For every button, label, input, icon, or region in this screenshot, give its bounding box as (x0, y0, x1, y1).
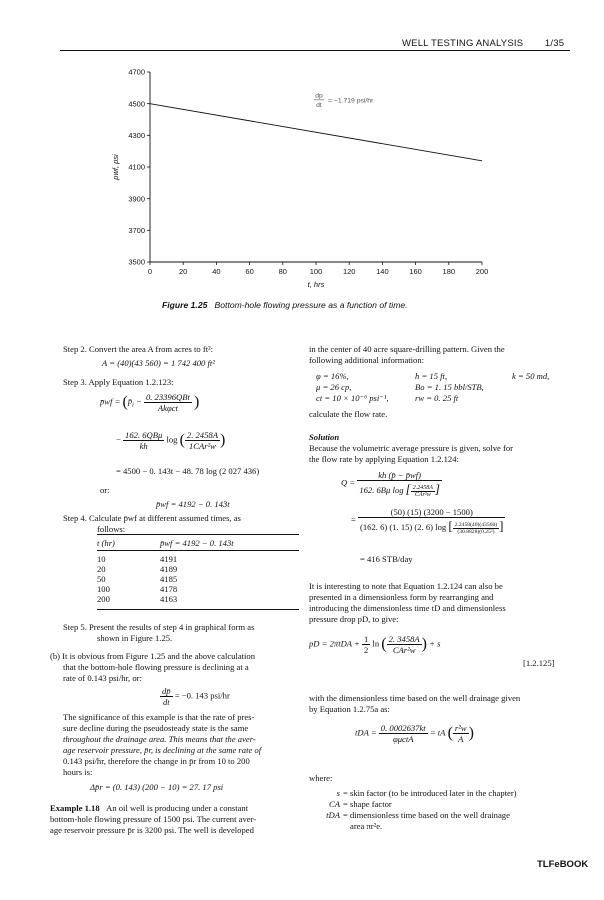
delta-pressure-equation: Δp̄r = (0. 143) (200 − 10) = 27. 17 psi (90, 782, 224, 792)
definition-text: = dimensionless time based on the well drainage (343, 810, 510, 820)
paragraph-line: hours is: (63, 767, 93, 777)
example-line: Example 1.18 An oil well is producing under a constant (50, 803, 249, 813)
step-2: Step 2. Convert the area A from acres to ft²: (63, 344, 214, 354)
pressure-chart (100, 62, 510, 298)
header-title: WELL TESTING ANALYSIS (402, 38, 524, 49)
step-5: Step 5. Present the results of step 4 in graphical form as (63, 622, 255, 632)
paragraph-line: introducing the dimensionless time tD and dimensionless (309, 603, 506, 613)
given-value: φ = 16%, (316, 371, 349, 381)
paragraph-line: by Equation 1.2.75a as: (309, 704, 390, 714)
table-row: 100 4178 (97, 584, 178, 594)
footer-mark: TLFeBOOK (537, 859, 589, 870)
step-4-cont: follows: (97, 524, 126, 534)
part-b-line: (b) It is obvious from Figure 1.25 and the above calculation (50, 651, 256, 661)
step-4: Step 4. Calculate p̄wf at different assumed times, as (63, 513, 241, 523)
paragraph-line: presented in a dimensionless form by rearranging and (309, 592, 494, 602)
x-axis-label: t, hrs (307, 280, 325, 289)
step-3: Step 3. Apply Equation 1.2.123: (63, 377, 174, 387)
step-5-cont: shown in Figure 1.25. (97, 633, 173, 643)
pwf-equation: p̄wf = ($p̄_i$ − $\frac{\text{0. 23396QBt}}{\text{Akφct}}$ ) (100, 392, 200, 413)
paragraph-line: following additional information: (309, 355, 425, 365)
x-tick-label: 140 (376, 267, 389, 276)
table-head-t: t (hr) (97, 538, 115, 548)
flow-rate-substituted: = (50) (15) (3200 − 1500) (162. 6) (1. 15) (2. 6) log [ $\frac{2.2458(40)(43560)}{\text{(30.8828)(0.25²)}}$ ] (351, 507, 504, 535)
example-line: bottom-hole flowing pressure of 1500 psi. The current aver- (50, 814, 257, 824)
paragraph-line: age reservoir pressure, p̄r, is declining at the same rate of (63, 745, 262, 755)
y-tick-label: 4300 (128, 130, 145, 140)
annotation-denominator: dt (316, 101, 322, 109)
paragraph-line: throughout the drainage area. This means that the aver- (63, 734, 256, 744)
page-number: 1/35 (544, 38, 565, 49)
paragraph-line: 0.143 psi/hr, therefore the change in p̄r from 10 to 200 (63, 756, 250, 766)
part-b-line: that the bottom-hole flowing pressure is declining at a (63, 662, 249, 672)
dpdt-equation: $\frac{dp̄}{dt}$ = −0. 143 psi/hr (162, 686, 230, 707)
x-tick-label: 20 (179, 267, 188, 276)
definition-text: = skin factor (to be introduced later in the chapter) (343, 788, 517, 798)
definition-text: area πr²e. (350, 821, 383, 831)
y-axis-label: pwf, psi (111, 154, 120, 180)
dimensionless-time-equation: tDA = $\frac{0. 0002637kt}{\text{φμctA}}$ = tA ( $\frac{\text{r²w}}{A}$ ) (355, 723, 474, 744)
figure-caption (162, 300, 408, 310)
paragraph-line: sure decline during the pseudosteady state is the same (63, 723, 249, 733)
table-bottom-rule (97, 609, 299, 610)
given-value: μ = 26 cp, (316, 382, 352, 392)
annotation-value: = −1.719 psi/hr (328, 97, 374, 105)
y-tick-label: 3500 (128, 257, 145, 267)
or-label: or: (100, 485, 110, 495)
x-tick-label: 40 (212, 267, 221, 276)
y-tick-label: 4700 (128, 67, 145, 77)
pwf-equation-log-term: − $\frac{\text{162. 6QBμ}}{kh}$ log ( $\frac{2. 2458A}{\text{1CAr²w}}$ ) (116, 430, 226, 451)
paragraph-line: in the center of 40 acre square-drilling pattern. Given the (309, 344, 505, 354)
flow-rate-formula: Q = kh (p̄ − p̄wf) 162. 6Bμ log [ $\frac{2.2458A}{\text{CAr²w}}$ ] (341, 470, 440, 498)
definition-symbol: tDA (326, 810, 340, 820)
results-table (97, 554, 177, 604)
x-tick-label: 100 (309, 267, 323, 276)
paragraph-line: The significance of this example is that the rate of pres- (63, 712, 255, 722)
y-tick-label: 3700 (128, 225, 145, 235)
x-tick-label: 0 (147, 267, 153, 276)
paragraph-line: pressure drop pD, to give: (309, 614, 399, 624)
figure-label: Figure 1.25 (162, 300, 208, 310)
where-label: where: (309, 773, 333, 783)
pwf-result: = 4500 − 0. 143t − 48. 78 log (2 027 436) (116, 466, 260, 476)
given-value: k = 50 md, (512, 371, 550, 381)
flow-rate-result: = 416 STB/day (360, 554, 413, 564)
x-tick-label: 80 (278, 267, 287, 276)
given-value: Bo = 1. 15 bbl/STB, (415, 382, 484, 392)
figure-caption-text: Bottom-hole flowing pressure as a function of time. (214, 300, 408, 310)
pwf-final: p̄wf = 4192 − 0. 143t (156, 499, 230, 509)
x-tick-label: 160 (409, 267, 422, 276)
given-value: ct = 10 × 10⁻⁶ psi⁻¹, (316, 393, 389, 403)
x-tick-label: 120 (342, 267, 356, 276)
running-header (402, 38, 564, 49)
paragraph-line: Because the volumetric average pressure is given, solve for (309, 443, 514, 453)
table-row: 10 4191 (97, 554, 178, 564)
table-row: 50 4185 (97, 574, 178, 584)
equation-number: [1.2.125] (523, 658, 555, 668)
example-line: age reservoir pressure p̄r is 3200 psi. The well is developed (50, 825, 254, 835)
table-top-rule (97, 534, 299, 535)
x-tick-label: 60 (245, 267, 254, 276)
table-row: 200 4163 (97, 594, 178, 604)
paragraph-line: calculate the flow rate. (309, 409, 388, 419)
definition-text: = shape factor (343, 799, 392, 809)
given-value: rw = 0. 25 ft (415, 393, 459, 403)
definition-symbol: s (336, 788, 340, 798)
area-equation: A = (40)(43 560) = 1 742 400 ft² (102, 358, 215, 368)
paragraph-line: with the dimensionless time based on the well drainage given (309, 693, 521, 703)
solution-heading: Solution (309, 432, 340, 442)
paragraph-line: the flow rate by applying Equation 1.2.124: (309, 454, 459, 464)
x-tick-label: 180 (442, 267, 456, 276)
definition-symbol: CA (329, 799, 340, 809)
dimensionless-pressure-equation: pD = 2πtDA + $\frac{1}{2}$ ln ( $\frac{2. 3458A}{\text{CAr²w}}$ ) + s (309, 634, 441, 655)
part-b-line: rate of 0.143 psi/hr, or: (63, 673, 142, 683)
table-head-pwf: p̄wf = 4192 − 0. 143t (160, 538, 234, 548)
y-tick-label: 4500 (128, 99, 145, 109)
paragraph-line: It is interesting to note that Equation 1.2.124 can also be (309, 581, 503, 591)
header-rule (60, 50, 570, 51)
table-head-rule (97, 550, 299, 551)
x-tick-label: 200 (475, 267, 489, 276)
y-tick-label: 3900 (128, 194, 145, 204)
y-tick-label: 4100 (128, 162, 145, 172)
annotation-numerator: dp (315, 92, 323, 100)
table-row: 20 4189 (97, 564, 178, 574)
given-value: h = 15 ft, (415, 371, 448, 381)
